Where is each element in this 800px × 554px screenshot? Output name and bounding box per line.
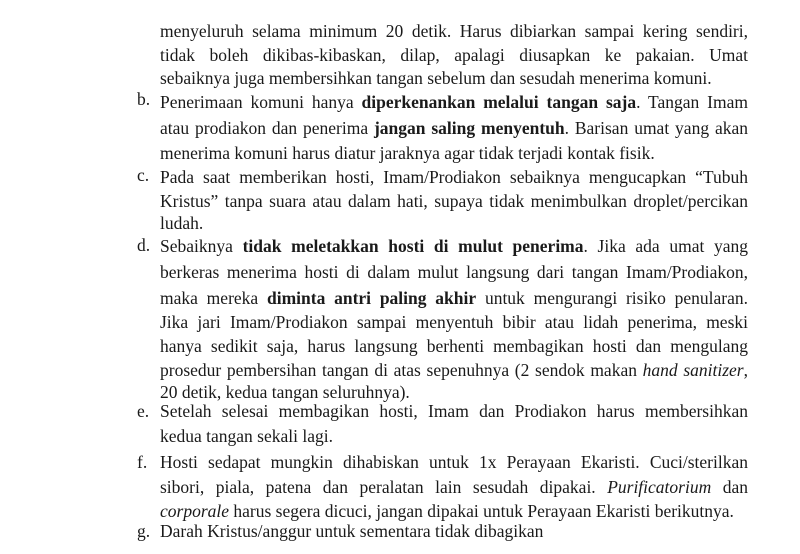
text-run: Kristus” tanpa suara atau dalam hati, supaya tidak menimbulkan droplet/percikan	[160, 191, 748, 211]
text-line	[160, 311, 748, 333]
text-run: prosedur pembersihan tangan di atas sepenuhnya (2 sendok makan	[160, 360, 643, 380]
text-run: sibori, piala, patena dan peralatan lain sesudah dipakai.	[160, 477, 608, 497]
text-run: atau prodiakon dan penerima	[160, 118, 374, 138]
text-run: Penerimaan komuni hanya	[160, 92, 362, 112]
italic-text: Purificatorium	[607, 477, 712, 497]
text-run: Sebaiknya	[160, 236, 243, 256]
text-line	[160, 261, 748, 283]
bold-text: tidak meletakkan hosti di mulut penerima	[242, 236, 584, 256]
text-run: menerima komuni harus diatur jaraknya agar tidak terjadi kontak fisik.	[160, 143, 655, 163]
list-item-label: d.	[137, 235, 151, 255]
italic-text: corporale	[160, 501, 230, 521]
bold-text: diminta antri paling akhir	[266, 288, 477, 308]
text-line	[160, 166, 748, 188]
text-line	[160, 44, 748, 66]
text-run: Setelah selesai membagikan hosti, Imam dan Prodiakon harus membersihkan	[160, 401, 748, 421]
list-item-label: c.	[137, 165, 150, 185]
text-run: untuk mengurangi risiko penularan.	[476, 288, 748, 308]
text-run: hanya sedikit saja, harus langsung berhenti membagikan hosti dan mengulang	[160, 336, 748, 356]
text-line	[160, 359, 748, 381]
text-run: sebaiknya juga membersihkan tangan sebelum dan sesudah menerima komuni.	[160, 68, 712, 88]
text-run: berkeras menerima hosti di dalam mulut langsung dari tangan Imam/Prodiakon,	[160, 262, 748, 282]
text-run: Jika jari Imam/Prodiakon sampai menyentuh bibir atau lidah penerima, meski	[160, 312, 748, 332]
text-line	[160, 117, 748, 139]
text-run: ludah.	[160, 213, 204, 233]
text-line	[160, 400, 748, 422]
text-run: Hosti sedapat mungkin dihabiskan untuk 1x Perayaan Ekaristi. Cuci/sterilkan	[160, 452, 748, 472]
text-run: harus segera dicuci, jangan dipakai untuk Perayaan Ekaristi berikutnya.	[229, 501, 734, 521]
text-run: kedua tangan sekali lagi.	[160, 426, 333, 446]
text-run: Pada saat memberikan hosti, Imam/Prodiakon sebaiknya mengucapkan “Tubuh	[160, 167, 748, 187]
text-run: ,	[743, 360, 748, 380]
list-item-label: b.	[137, 89, 151, 109]
text-line	[160, 67, 748, 89]
text-line	[160, 287, 748, 309]
text-run: . Tangan Imam	[636, 92, 748, 112]
text-line	[160, 476, 748, 498]
text-line	[160, 425, 748, 447]
list-item-label: g.	[137, 521, 151, 541]
list-item-label: f.	[137, 452, 148, 472]
text-run: tidak boleh dikibas-kibaskan, dilap, apalagi diusapkan ke pakaian. Umat	[160, 45, 748, 65]
text-line	[160, 520, 748, 542]
text-line	[160, 142, 748, 164]
text-line	[160, 335, 748, 357]
text-line	[160, 212, 748, 234]
text-line	[160, 235, 748, 257]
text-line	[160, 500, 748, 522]
text-run: . Jika ada umat yang	[583, 236, 748, 256]
text-line	[160, 451, 748, 473]
text-line	[160, 91, 748, 113]
list-item-label: e.	[137, 401, 150, 421]
bold-text: diperkenankan melalui tangan saja	[361, 92, 637, 112]
text-run: dan	[711, 477, 748, 497]
text-line	[160, 20, 748, 42]
text-run: menyeluruh selama minimum 20 detik. Harus dibiarkan sampai kering sendiri,	[160, 21, 748, 41]
bold-text: jangan saling menyentuh	[373, 118, 565, 138]
italic-text: hand sanitizer	[642, 360, 744, 380]
text-run: 20 detik, kedua tangan seluruhnya).	[160, 382, 410, 402]
text-run: Darah Kristus/anggur untuk sementara tidak dibagikan	[160, 521, 544, 541]
text-run: maka mereka	[160, 288, 267, 308]
text-run: . Barisan umat yang akan	[564, 118, 748, 138]
text-line	[160, 190, 748, 212]
